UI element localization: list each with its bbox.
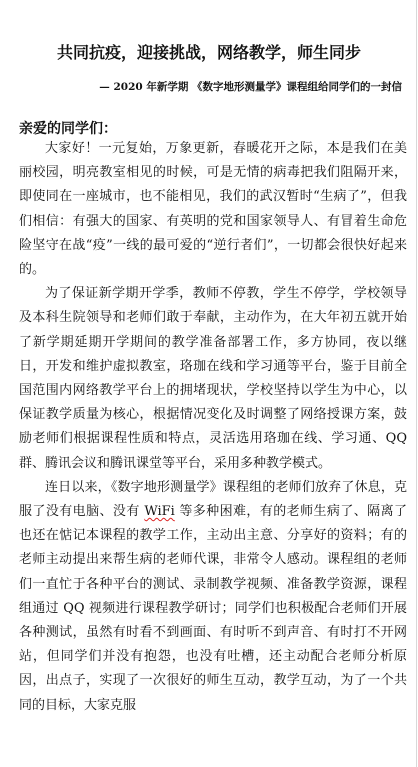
paragraph-2: 为了保证新学期开学季，教师不停教，学生不停学，学校领导及本科生院领导和老师们敢于奉献，主动作为，在大年初五就开始了新学期延期开学期间的教学准备部署工作，多方协同，夜以继日，开发和维护虚拟教室，珞珈在线和学习通等平台，鉴于目前全国范围内网络教学平台上的拥堵现状，学校坚持以学生为中心，以保证教学质量为核心，根据情况变化及时调整了网络授课方案，鼓励老师们根据课程性质和特点，灵活选用珞珈在线、学习通、QQ 群、腾讯会议和腾讯课堂等平台，采用多种教学模式。 — [19, 286, 407, 471]
paragraph-3-text-end: 等多种困难，有的老师生病了、隔离了也还在惦记本课程的教学工作，主动出主意、分享好的资料；有的老师主动提出来帮生病的老师代课，非常令人感动。课程组的老师们一直忙于各种平台的测试、录制教学视频、准备教学资源，课程组通过 QQ 视频进行课程教学研讨；同学们也积极配合老师们开展各种测试，虽然有时看不到画面、有时听不到声音、有时打不开网站，但同学们并没有抱怨，也没有吐槽，还主动配合老师分析原因，出点子，实现了一次很好的师生互动，教学互动，为了一个共同的目标，大家克服 — [19, 504, 407, 713]
letter-body — [19, 137, 407, 718]
letter-title: 共同抗疫，迎接挑战，网络教学，师生同步 — [56, 43, 361, 62]
salutation: 亲爱的同学们： — [19, 121, 117, 137]
spellcheck-flagged-word: WiFi — [144, 504, 175, 520]
paragraph-3 — [19, 476, 407, 718]
paragraph-3-text-start: 连日以来，《数字地形测量学》课程组的老师们放弃了休息，克服了没有电脑、没有 — [19, 479, 407, 520]
letter-subtitle: — 2020 年新学期 《数字地形测量学》课程组给同学们的一封信 — [99, 81, 402, 93]
page-edge-line — [416, 0, 417, 767]
paragraph-1: 大家好！一元复始，万象更新，春暖花开之际，本是我们在美丽校园，明亮教室相见的时候，可是无情的病毒把我们阻隔开来，即使同在一座城市，也不能相见，我们的武汉暂时“生病了”，但我们相信：有强大的国家、有英明的党和国家领导人、有冒着生命危险坚守在战“疫”一线的最可爱的“逆行者们”，一切都会很快好起来的。 — [19, 141, 407, 278]
